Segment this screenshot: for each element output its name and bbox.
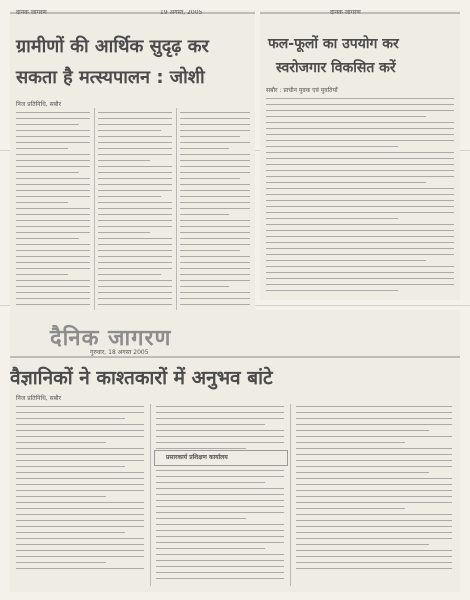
byline-bottom: निज प्रतिनिधि, सबौर <box>16 395 62 402</box>
date-bottom: गुरुवार, 18 अगस्त 2005 <box>90 349 149 356</box>
text-column-1 <box>16 112 90 309</box>
text-column-2 <box>98 112 172 309</box>
headline-bottom: वैज्ञानिकों ने काश्तकारों में अनुभव बांटे <box>10 367 273 389</box>
top-left-clipping <box>10 10 255 320</box>
masthead-right: दैनिक जागरण <box>330 10 361 16</box>
subhead: प्रसारकार्य प्रशिक्षण कार्यालय <box>166 454 228 461</box>
byline-1: निज प्रतिनिधि, सबौर <box>16 101 62 108</box>
masthead-left: दैनिक जागरण <box>16 10 47 16</box>
byline-2: सबौर : प्राचीन युवक एवं युवतियाँ <box>266 87 338 94</box>
bottom-clipping <box>10 310 460 592</box>
column-rule <box>150 404 151 586</box>
headline-2-line1: फल-फूलों का उपयोग कर <box>268 36 399 52</box>
date-left: 19 अगस्त, 2005 <box>160 10 203 16</box>
rule-under-masthead <box>10 356 460 358</box>
column-rule <box>94 108 95 313</box>
column-rule <box>290 404 291 586</box>
masthead-bottom: दैनिक जागरण <box>50 325 172 351</box>
headline-1-line2: सकता है मत्स्यपालन : जोशी <box>16 67 205 88</box>
top-right-clipping <box>260 10 460 300</box>
bottom-text-column-3 <box>296 406 452 574</box>
headline-2-line2: स्वरोजगार विकसित करें <box>276 60 396 76</box>
column-rule <box>176 108 177 313</box>
bottom-text-column-1 <box>16 406 144 574</box>
headline-1-line1: ग्रामीणों की आर्थिक सुदृढ़ कर <box>16 36 209 57</box>
text-column-right <box>266 98 454 295</box>
bottom-text-column-2 <box>156 406 284 454</box>
bottom-text-column-2b <box>156 470 284 584</box>
text-column-3 <box>180 112 250 309</box>
